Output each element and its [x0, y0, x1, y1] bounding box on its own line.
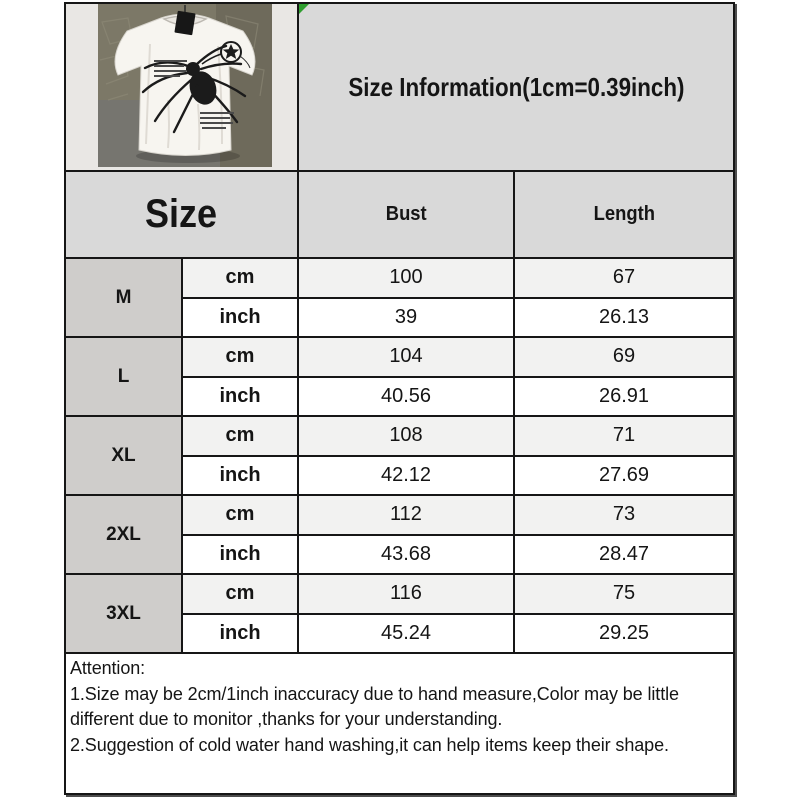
length-value: 75 — [612, 582, 636, 605]
unit-label: cm — [183, 496, 299, 534]
length-value: 71 — [612, 424, 636, 447]
size-label: L — [66, 338, 183, 415]
unit-label: inch — [183, 378, 299, 416]
length-value: 26.91 — [598, 384, 650, 407]
attention-line-2: 2.Suggestion of cold water hand washing,it can help items keep their shape. — [70, 735, 669, 756]
table-row — [183, 496, 733, 536]
header-bust: Bust — [299, 172, 515, 257]
table-row-group-3xl — [66, 573, 733, 652]
table-row — [183, 299, 733, 337]
attention-note — [66, 652, 733, 793]
length-value: 67 — [612, 266, 636, 289]
hang-tag — [174, 11, 195, 36]
table-row-group-l — [66, 336, 733, 415]
bust-value: 116 — [299, 575, 515, 613]
unit-label: inch — [183, 299, 299, 337]
bust-value: 39 — [299, 299, 515, 337]
unit-label: cm — [183, 575, 299, 613]
table-row-group-xl — [66, 415, 733, 494]
bust-value: 104 — [299, 338, 515, 376]
title-cell — [299, 4, 733, 170]
table-row-group-2xl — [66, 494, 733, 573]
bust-value: 45.24 — [299, 615, 515, 653]
attention-heading: Attention: — [70, 658, 146, 678]
length-value: 27.69 — [598, 463, 650, 486]
attention-line-1: 1.Size may be 2cm/1inch inaccuracy due to hand measure,Color may be little different due to monitor ,thanks for your understanding. — [70, 683, 679, 730]
unit-label: inch — [183, 615, 299, 653]
length-value: 28.47 — [598, 542, 650, 565]
length-value: 29.25 — [598, 621, 650, 644]
length-value: 73 — [612, 503, 636, 526]
unit-label: cm — [183, 259, 299, 297]
table-header-row — [66, 170, 733, 257]
table-row — [183, 417, 733, 457]
top-row — [66, 4, 733, 170]
size-label: M — [66, 259, 183, 336]
header-size: Size — [66, 172, 299, 257]
size-label: 3XL — [66, 575, 183, 652]
size-label: XL — [66, 417, 183, 494]
bust-value: 42.12 — [299, 457, 515, 495]
green-corner-flag-icon — [299, 4, 309, 14]
table-row-group-m — [66, 257, 733, 336]
header-length: Length — [593, 203, 655, 225]
size-chart-sheet — [64, 2, 735, 795]
table-row — [183, 338, 733, 378]
length-value: 69 — [612, 345, 636, 368]
product-photo-cell — [66, 4, 299, 170]
table-row — [183, 575, 733, 615]
unit-label: inch — [183, 536, 299, 574]
table-row — [183, 378, 733, 416]
bust-value: 108 — [299, 417, 515, 455]
length-value: 26.13 — [598, 305, 650, 328]
product-photo — [98, 4, 272, 167]
unit-label: cm — [183, 417, 299, 455]
table-row — [183, 259, 733, 299]
bust-value: 40.56 — [299, 378, 515, 416]
bust-value: 100 — [299, 259, 515, 297]
bust-value: 112 — [299, 496, 515, 534]
table-row — [183, 536, 733, 574]
table-row — [183, 457, 733, 495]
unit-label: inch — [183, 457, 299, 495]
table-row — [183, 615, 733, 653]
size-label: 2XL — [66, 496, 183, 573]
page-title: Size Information(1cm=0.39inch) — [347, 71, 685, 102]
bust-value: 43.68 — [299, 536, 515, 574]
unit-label: cm — [183, 338, 299, 376]
